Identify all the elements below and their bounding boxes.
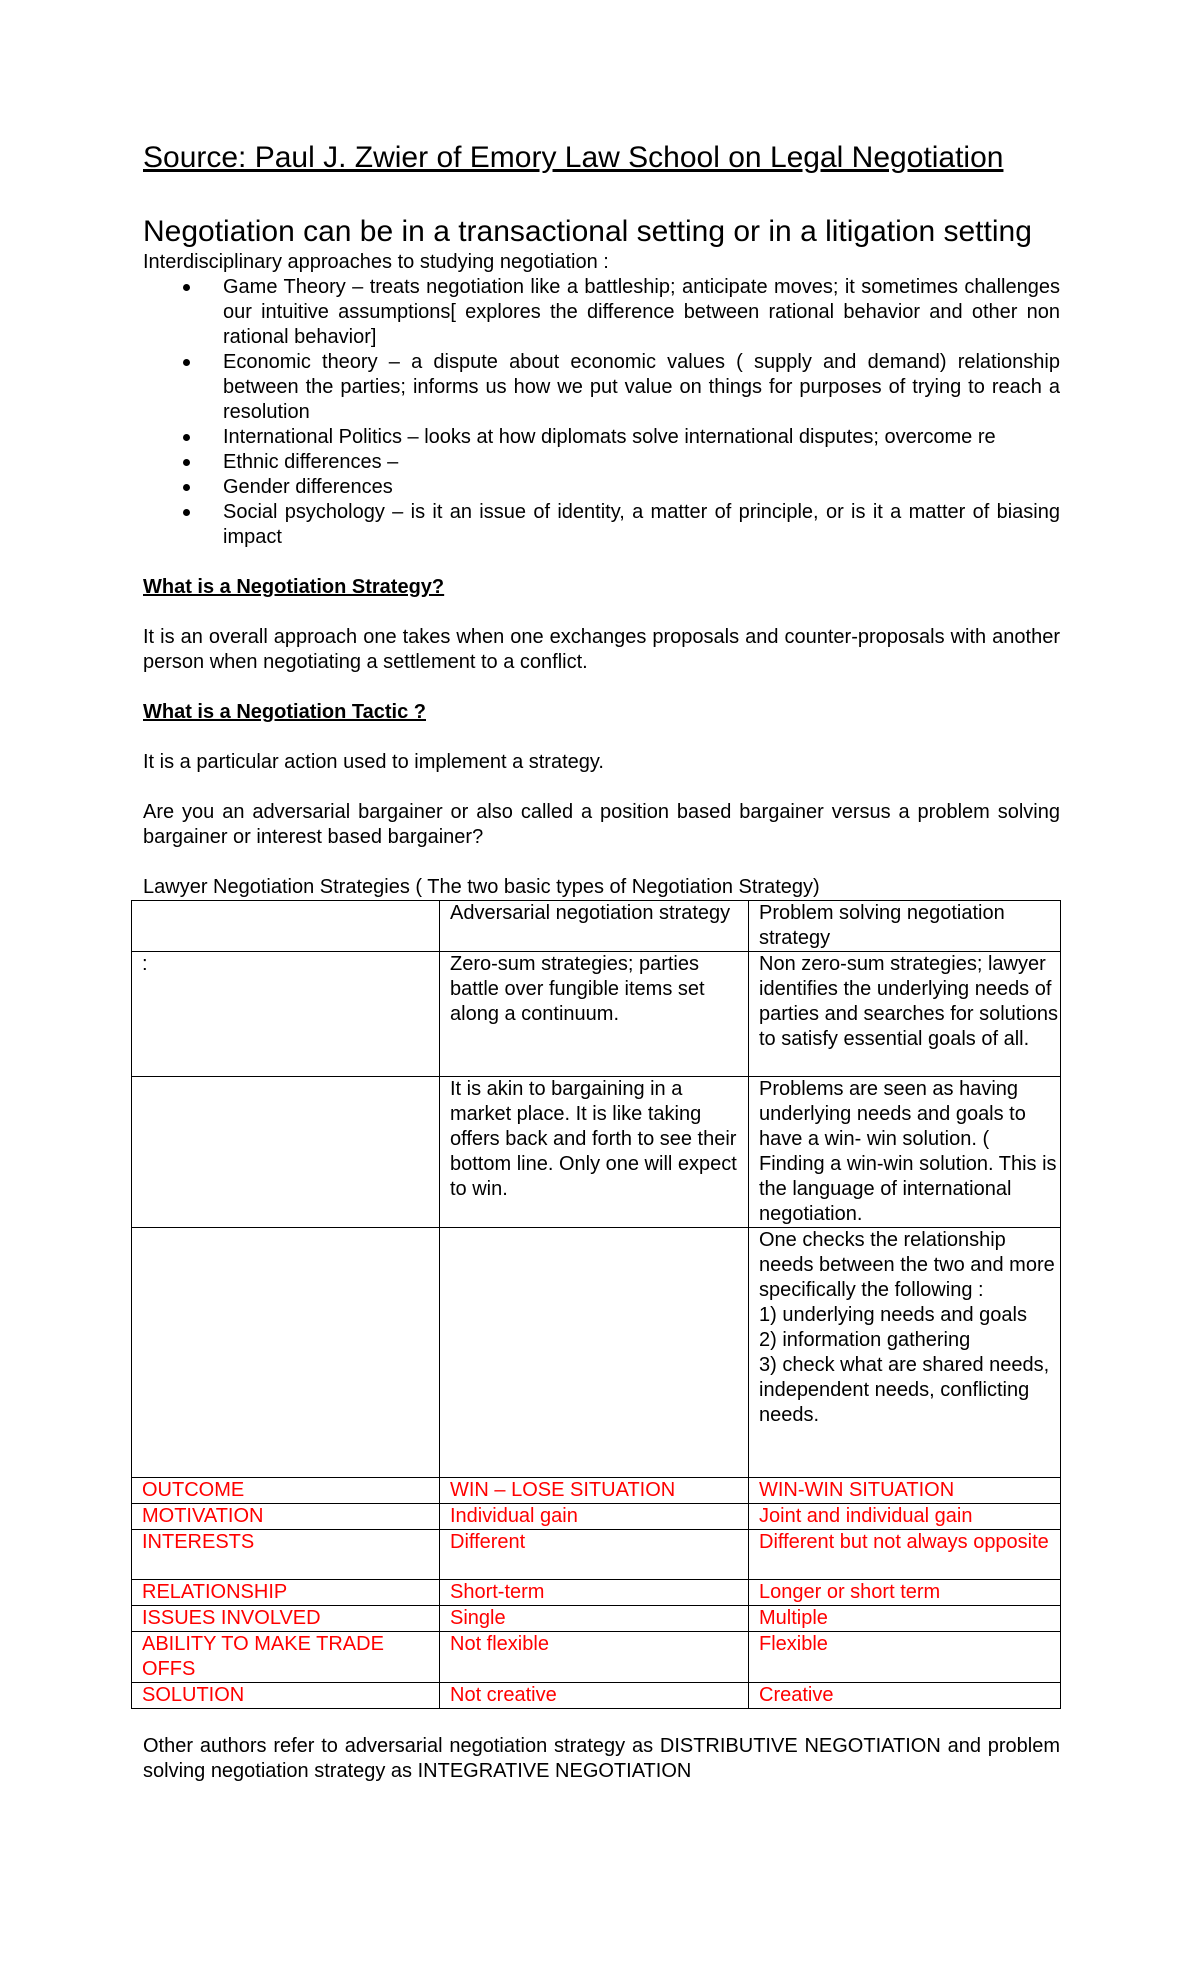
- comparison-row: [132, 1606, 1061, 1632]
- strategy-answer: It is an overall approach one takes when one exchanges proposals and counter-proposals with another person when negotiating a settlement to a conflict.: [143, 626, 1060, 673]
- comparison-cell: Flexible: [749, 1632, 1061, 1683]
- table-header-cell: Problem solving negotiation strategy: [749, 901, 1061, 952]
- comparison-cell: Creative: [749, 1683, 1061, 1709]
- comparison-cell: Longer or short term: [749, 1580, 1061, 1606]
- bargainer-question: Are you an adversarial bargainer or also called a position based bargainer versus a problem solving bargainer or interest based bargainer?: [143, 801, 1060, 848]
- comparison-cell: WIN-WIN SITUATION: [749, 1478, 1061, 1504]
- bullet-icon: [183, 425, 190, 450]
- table-cell: [132, 1077, 440, 1228]
- comparison-row: [132, 1478, 1061, 1504]
- main-heading: Negotiation can be in a transactional setting or in a litigation setting: [143, 215, 1032, 248]
- comparison-row: [132, 1683, 1061, 1709]
- comparison-row: [132, 1580, 1061, 1606]
- table-header-cell: [132, 901, 440, 952]
- table-cell: :: [132, 952, 440, 1077]
- bullet-icon: [183, 450, 190, 475]
- comparison-label: SOLUTION: [132, 1683, 440, 1709]
- tactic-question: What is a Negotiation Tactic ?: [143, 701, 426, 723]
- list-item: Game Theory – treats negotiation like a battleship; anticipate moves; it sometimes challenges our intuitive assumptions[ explores the difference between rational behavior and other non rational behavior]: [223, 275, 1060, 350]
- table-header-row: [132, 901, 1061, 952]
- table-row: [132, 952, 1061, 1077]
- intro-text: Interdisciplinary approaches to studying negotiation :: [143, 251, 609, 273]
- table-cell: It is akin to bargaining in a market place. It is like taking offers back and forth to see their bottom line. Only one will expect to win.: [440, 1077, 749, 1228]
- list-item: Gender differences: [223, 475, 1060, 500]
- approaches-list: [143, 275, 1060, 550]
- list-item: Ethnic differences –: [223, 450, 1060, 475]
- comparison-cell: Different but not always opposite: [749, 1530, 1061, 1580]
- table-cell: Zero-sum strategies; parties battle over fungible items set along a continuum.: [440, 952, 749, 1077]
- comparison-cell: WIN – LOSE SITUATION: [440, 1478, 749, 1504]
- table-cell: Problems are seen as having underlying needs and goals to have a win- win solution. ( Finding a win-win solution. This is the language of international negotiation.: [749, 1077, 1061, 1228]
- comparison-label: RELATIONSHIP: [132, 1580, 440, 1606]
- comparison-cell: Individual gain: [440, 1504, 749, 1530]
- table-row: [132, 1077, 1061, 1228]
- comparison-cell: Single: [440, 1606, 749, 1632]
- comparison-row: [132, 1504, 1061, 1530]
- table-row: [132, 1228, 1061, 1478]
- closing-text: Other authors refer to adversarial negotiation strategy as DISTRIBUTIVE NEGOTIATION and problem solving negotiation strategy as INTEGRATIVE NEGOTIATION: [143, 1735, 1060, 1782]
- comparison-label: ABILITY TO MAKE TRADE OFFS: [132, 1632, 440, 1683]
- list-item: International Politics – looks at how diplomats solve international disputes; overcome re: [223, 425, 1060, 450]
- comparison-label: ISSUES INVOLVED: [132, 1606, 440, 1632]
- document-page: [143, 140, 1060, 1784]
- strategy-table: [131, 900, 1061, 1709]
- comparison-cell: Multiple: [749, 1606, 1061, 1632]
- comparison-cell: Short-term: [440, 1580, 749, 1606]
- bullet-icon: [183, 475, 190, 500]
- source-title: Source: Paul J. Zwier of Emory Law School on Legal Negotiation: [143, 141, 1004, 174]
- table-cell: Non zero-sum strategies; lawyer identifies the underlying needs of parties and searches for solutions to satisfy essential goals of all.: [749, 952, 1061, 1077]
- list-item: Social psychology – is it an issue of identity, a matter of principle, or is it a matter of biasing impact: [223, 500, 1060, 550]
- comparison-cell: Not creative: [440, 1683, 749, 1709]
- strategy-question: What is a Negotiation Strategy?: [143, 576, 445, 598]
- comparison-cell: Different: [440, 1530, 749, 1580]
- table-header-cell: Adversarial negotiation strategy: [440, 901, 749, 952]
- bullet-icon: [183, 275, 190, 300]
- table-cell: One checks the relationship needs between the two and more specifically the following : 1) underlying needs and goals 2) information gathering 3) check what are shared needs, independent needs, conflicting needs.: [749, 1228, 1061, 1478]
- comparison-cell: Joint and individual gain: [749, 1504, 1061, 1530]
- table-cell: [440, 1228, 749, 1478]
- comparison-label: INTERESTS: [132, 1530, 440, 1580]
- table-cell: [132, 1228, 440, 1478]
- comparison-label: OUTCOME: [132, 1478, 440, 1504]
- bullet-icon: [183, 500, 190, 525]
- table-caption: Lawyer Negotiation Strategies ( The two basic types of Negotiation Strategy): [143, 876, 820, 898]
- comparison-row: [132, 1632, 1061, 1683]
- comparison-row: [132, 1530, 1061, 1580]
- list-item: Economic theory – a dispute about economic values ( supply and demand) relationship between the parties; informs us how we put value on things for purposes of trying to reach a resolution: [223, 350, 1060, 425]
- tactic-answer: It is a particular action used to implement a strategy.: [143, 751, 604, 773]
- bullet-icon: [183, 350, 190, 375]
- comparison-cell: Not flexible: [440, 1632, 749, 1683]
- comparison-label: MOTIVATION: [132, 1504, 440, 1530]
